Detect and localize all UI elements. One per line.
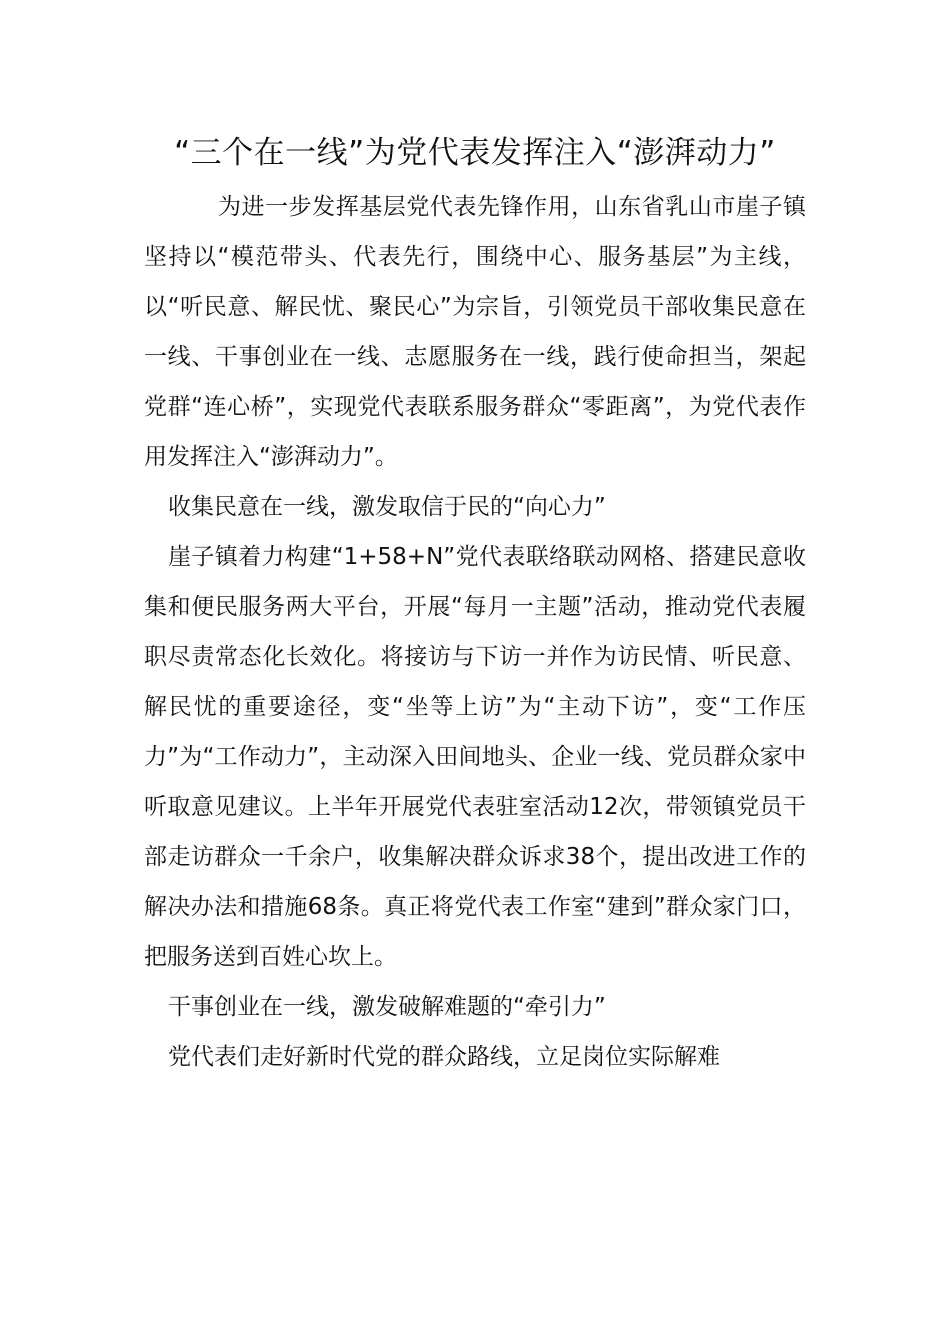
section-paragraph: 崖子镇着力构建“1+58+N”党代表联络联动网格、搭建民意收集和便民服务两大平台，开展“每月一主题”活动，推动党代表履职尽责常态化长效化。将接访与下访一并作为访民情、听民意、解民忧的重要途径，变“坐等上访”为“主动下访”，变“工作压力”为“工作动力”，主动深入田间地头、企业一线、党员群众家中听取意见建议。上半年开展党代表驻室活动12次，带领镇党员干部走访群众一千余户，收集解决群众诉求38个，提出改进工作的解决办法和措施68条。真正将党代表工作室“建到”群众家门口，把服务送到百姓心坎上。 bbox=[144, 544, 806, 970]
section-heading: 干事创业在一线，激发破解难题的“牵引力” bbox=[168, 994, 606, 1020]
document-title: “三个在一线”为党代表发挥注入“澎湃动力” bbox=[174, 135, 776, 171]
section-paragraph: 党代表们走好新时代党的群众路线，立足岗位实际解难 bbox=[168, 1044, 720, 1070]
section-heading: 收集民意在一线，激发取信于民的“向心力” bbox=[168, 494, 606, 520]
intro-paragraph: 为进一步发挥基层党代表先锋作用，山东省乳山市崖子镇坚持以“模范带头、代表先行，围绕中心、服务基层”为主线，以“听民意、解民忧、聚民心”为宗旨，引领党员干部收集民意在一线、干事创业在一线、志愿服务在一线，践行使命担当，架起党群“连心桥”，实现党代表联系服务群众“零距离”，为党代表作用发挥注入“澎湃动力”。 bbox=[144, 194, 806, 470]
document-body bbox=[144, 130, 806, 1082]
